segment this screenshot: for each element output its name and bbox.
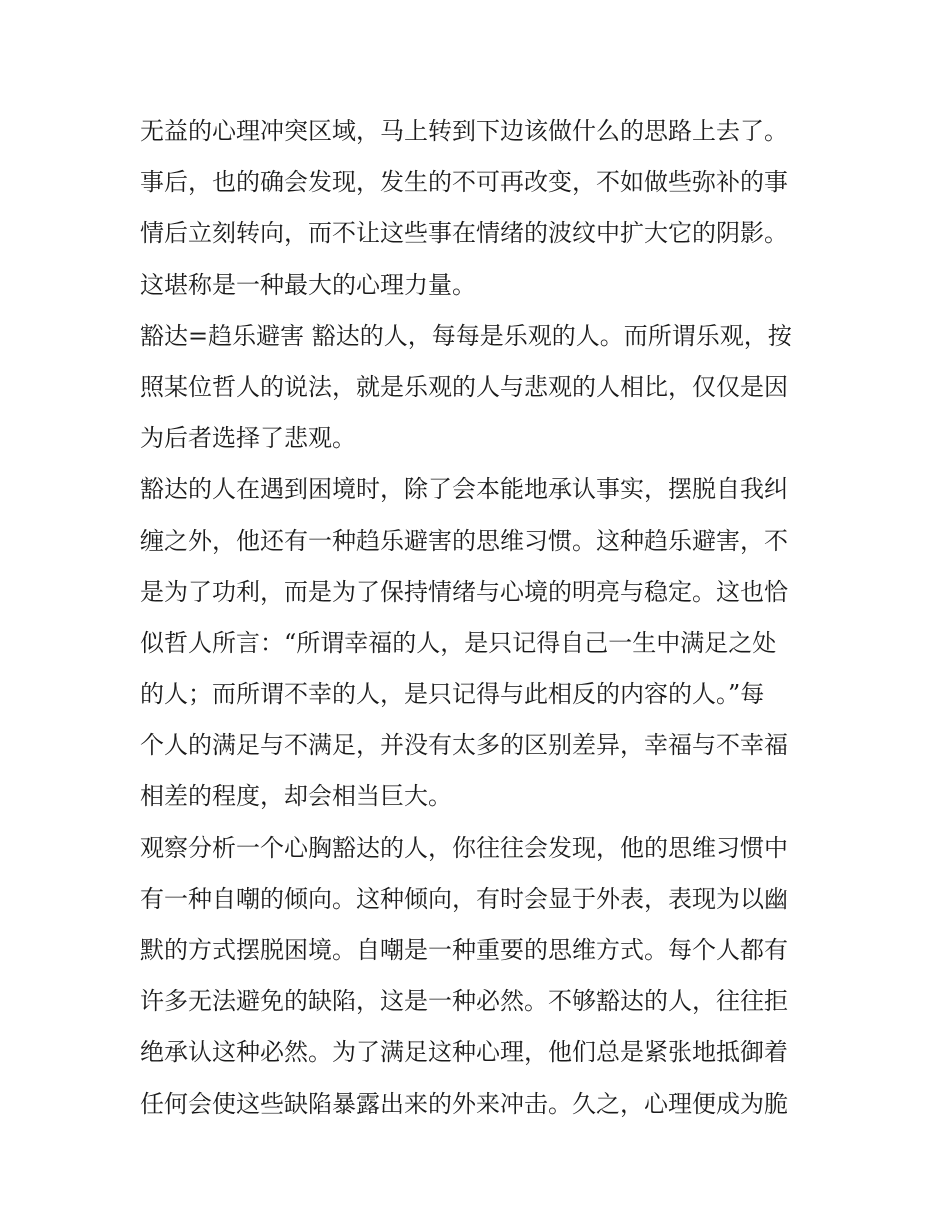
text-line: 无益的心理冲突区域，马上转到下边该做什么的思路上去了。 xyxy=(140,117,788,145)
text-line: 的人；而所谓不幸的人，是只记得与此相反的内容的人。”每 xyxy=(140,680,765,709)
text-line: 事后，也的确会发现，发生的不可再改变，不如做些弥补的事 xyxy=(140,168,788,197)
text-line: 默的方式摆脱困境。自嘲是一种重要的思维方式。每个人都有 xyxy=(140,936,788,964)
text-line: 缠之外，他还有一种趋乐避害的思维习惯。这种趋乐避害，不 xyxy=(140,526,788,555)
text-line: 照某位哲人的说法，就是乐观的人与悲观的人相比，仅仅是因 xyxy=(140,372,788,401)
text-line: 个人的满足与不满足，并没有太多的区别差异，幸福与不幸福 xyxy=(140,731,788,760)
text-line: 许多无法避免的缺陷，这是一种必然。不够豁达的人，往往拒 xyxy=(140,987,788,1016)
text-line: 情后立刻转向，而不让这些事在情绪的波纹中扩大它的阴影。 xyxy=(140,219,788,248)
text-line: 是为了功利，而是为了保持情绪与心境的明亮与稳定。这也恰 xyxy=(140,577,788,606)
text-line: 豁达=趋乐避害 豁达的人，每每是乐观的人。而所谓乐观，按 xyxy=(140,321,792,350)
text-line: 任何会使这些缺陷暴露出来的外来冲击。久之，心理便成为脆 xyxy=(140,1089,788,1118)
body-text xyxy=(140,106,820,1130)
text-line: 有一种自嘲的倾向。这种倾向，有时会显于外表，表现为以幽 xyxy=(140,884,788,913)
text-line: 为后者选择了悲观。 xyxy=(140,424,356,453)
text-line: 似哲人所言：“所谓幸福的人，是只记得自己一生中满足之处 xyxy=(140,628,777,657)
text-line: 观察分析一个心胸豁达的人，你往往会发现，他的思维习惯中 xyxy=(140,833,788,862)
text-line: 相差的程度，却会相当巨大。 xyxy=(140,782,452,811)
text-line: 绝承认这种必然。为了满足这种心理，他们总是紧张地抵御着 xyxy=(140,1038,788,1067)
text-line: 豁达的人在遇到困境时，除了会本能地承认事实，摆脱自我纠 xyxy=(140,475,788,504)
text-line: 这堪称是一种最大的心理力量。 xyxy=(140,270,476,299)
